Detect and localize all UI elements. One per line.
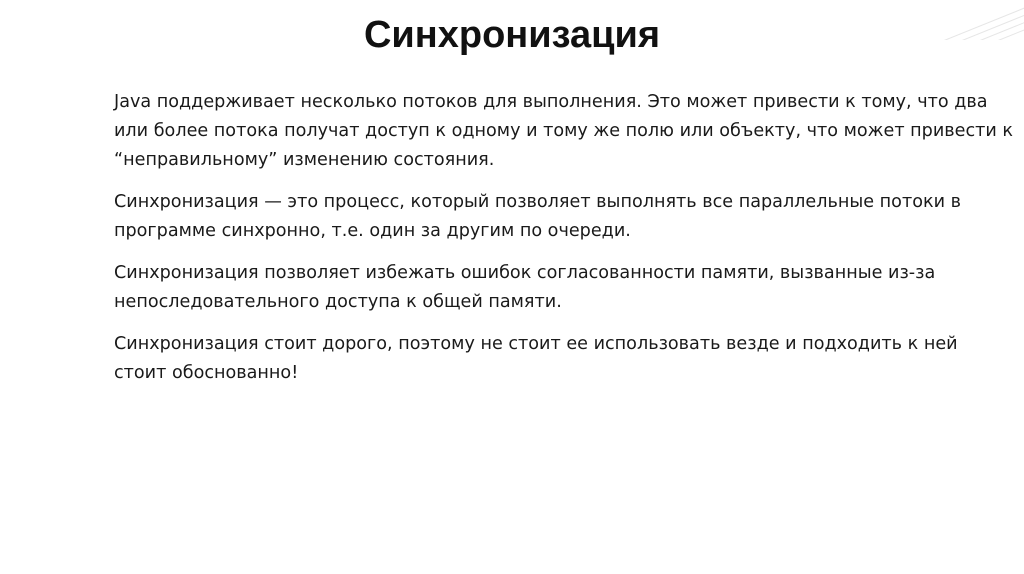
slide-body (114, 88, 1014, 401)
slide-title: Синхронизация (363, 14, 661, 56)
paragraph-1: Java поддерживает несколько потоков для выполнения. Это может привести к тому, что два или более потока получат доступ к одному и тому же полю или объекту, что может привести к “неправильному” изменению состояния. (114, 92, 1014, 170)
paragraph-4: Синхронизация стоит дорого, поэтому не стоит ее использовать везде и подходить к ней стоит обоснованно! (114, 334, 958, 383)
paragraph-3: Синхронизация позволяет избежать ошибок согласованности памяти, вызванные из-за непоследовательного доступа к общей памяти. (114, 263, 936, 312)
paragraph-2: Синхронизация — это процесс, который позволяет выполнять все параллельные потоки в программе синхронно, т.е. один за другим по очереди. (114, 192, 961, 241)
